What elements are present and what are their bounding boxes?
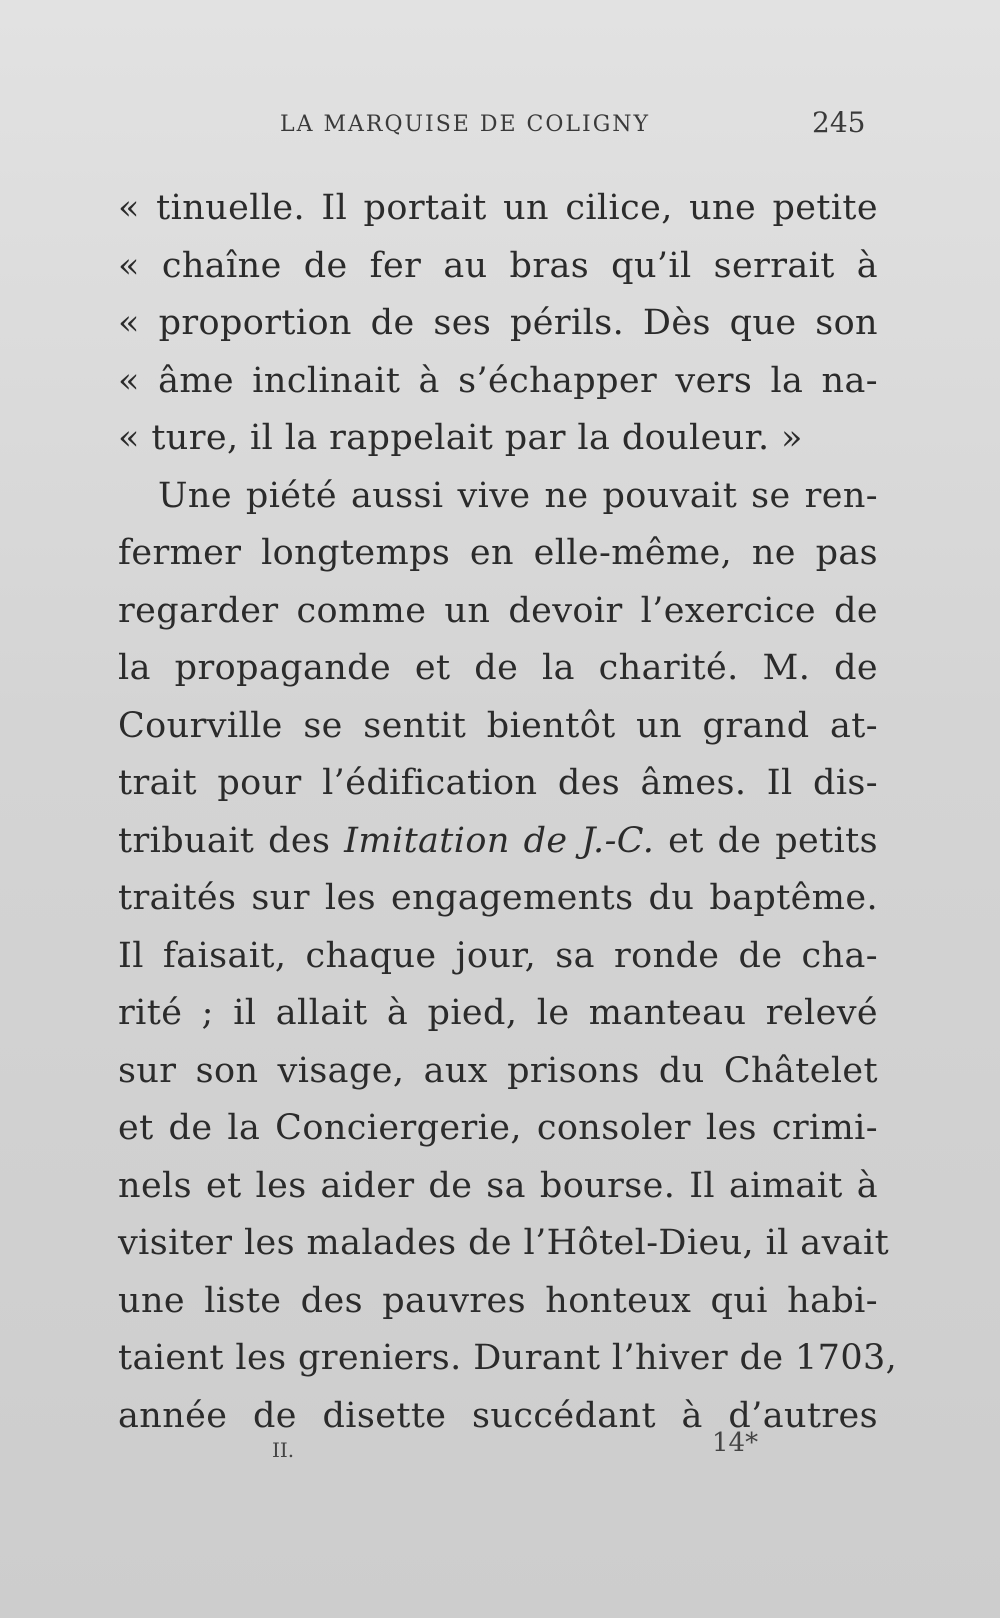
text-line: « ture, il la rappelait par la douleur. »	[118, 418, 803, 458]
signature: II.	[272, 1438, 295, 1462]
text-line	[118, 813, 878, 871]
text-segment: et de petits	[654, 820, 879, 861]
italic-title: Imitation de J.-C.	[344, 820, 655, 861]
page-number: 245	[812, 106, 866, 139]
text-line: taient les greniers. Durant l’hiver de 1703,	[118, 1338, 898, 1378]
text-line: une liste des pauvres honteux qui habi-	[118, 1280, 878, 1321]
signature-mark: 14*	[712, 1428, 759, 1458]
running-title: LA MARQUISE DE COLIGNY	[280, 112, 651, 137]
text-line: fermer longtemps en elle-même, ne pas	[118, 533, 878, 573]
text-line: « chaîne de fer au bras qu’il serrait à	[118, 245, 878, 286]
text-line: « tinuelle. Il portait un cilice, une petite	[118, 188, 878, 228]
text-body	[118, 180, 898, 1445]
text-line: trait pour l’édification des âmes. Il dis-	[118, 763, 878, 803]
text-segment: tribuait des	[118, 820, 345, 861]
text-line: « proportion de ses périls. Dès que son	[118, 303, 878, 343]
text-line: Une piété aussi vive ne pouvait se ren-	[158, 475, 878, 516]
text-line: la propagande et de la charité. M. de	[118, 648, 878, 688]
text-line: regarder comme un devoir l’exercice de	[118, 590, 878, 631]
text-line: rité ; il allait à pied, le manteau relevé	[118, 993, 878, 1033]
text-line: et de la Conciergerie, consoler les crimi-	[118, 1108, 878, 1148]
text-line: nels et les aider de sa bourse. Il aimait à	[118, 1165, 878, 1206]
text-line: Il faisait, chaque jour, sa ronde de cha-	[118, 935, 878, 976]
text-line: année de disette succédant à d’autres	[118, 1395, 878, 1436]
text-line: visiter les malades de l’Hôtel-Dieu, il avait	[118, 1223, 890, 1263]
text-line: sur son visage, aux prisons du Châtelet	[118, 1050, 878, 1091]
text-line: Courville se sentit bientôt un grand at-	[118, 705, 878, 746]
text-line: « âme inclinait à s’échapper vers la na-	[118, 360, 878, 401]
text-line: traités sur les engagements du baptême.	[118, 878, 878, 918]
